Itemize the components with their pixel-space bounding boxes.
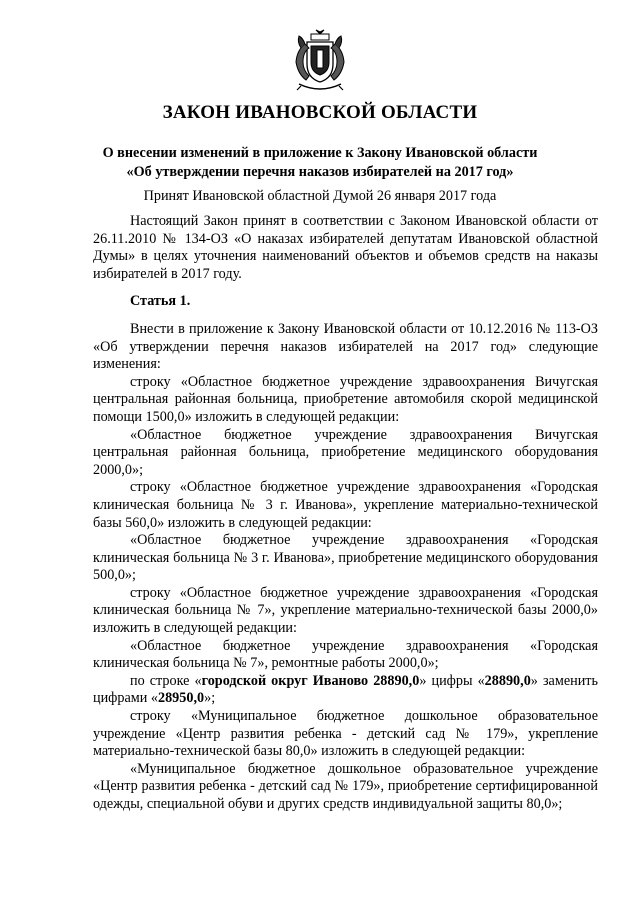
p7-part-c: » цифры « bbox=[419, 672, 485, 689]
amendment-paragraph-4: «Областное бюджетное учреждение здравоохранения «Городская клиническая больница № 3 г. Иванова», приобретение медицинского оборудования 500,0»; bbox=[93, 532, 598, 584]
amendment-paragraph-2: «Областное бюджетное учреждение здравоохранения Вичугская центральная районная больница, приобретение медицинского оборудования 2000,0»; bbox=[93, 426, 598, 478]
p7-bold-line: городской округ Иваново 28890,0 bbox=[201, 672, 420, 689]
p7-new-figure: 28950,0 bbox=[157, 690, 205, 707]
amendment-paragraph-8: строку «Муниципальное бюджетное дошкольное образовательное учреждение «Центр развития ребенка - детский сад № 179», укрепление материально-технической базы 80,0» изложить в следующей редакции: bbox=[93, 708, 598, 760]
article-intro-paragraph: Внести в приложение к Закону Ивановской области от 10.12.2016 № 113-ОЗ «Об утверждении перечня наказов избирателей на 2017 год» следующие изменения: bbox=[93, 320, 598, 373]
p7-part-e: » заменить цифрами « bbox=[93, 672, 598, 707]
ivanovo-coat-of-arms-icon bbox=[291, 28, 349, 94]
law-subtitle bbox=[0, 144, 640, 182]
amendment-paragraph-7 bbox=[93, 673, 598, 708]
subtitle-line-2: «Об утверждении перечня наказов избирателей на 2017 год» bbox=[126, 164, 514, 180]
amendment-paragraph-3: строку «Областное бюджетное учреждение здравоохранения «Городская клиническая больница № 3 г. Иванова», укрепление материально-технической базы 560,0» изложить в следующей редакции: bbox=[93, 479, 598, 531]
law-body bbox=[93, 210, 598, 814]
p7-part-a: по строке « bbox=[130, 672, 202, 689]
law-title: ЗАКОН ИВАНОВСКОЙ ОБЛАСТИ bbox=[162, 102, 478, 123]
subtitle-line-1: О внесении изменений в приложение к Закону Ивановской области bbox=[102, 145, 538, 161]
amendment-paragraph-5: строку «Областное бюджетное учреждение здравоохранения «Городская клиническая больница № 7», укрепление материально-технической базы 2000,0» изложить в следующей редакции: bbox=[93, 584, 598, 637]
p7-old-figure: 28890,0 bbox=[484, 672, 531, 689]
amendment-paragraph-6: «Областное бюджетное учреждение здравоохранения «Городская клиническая больница № 7», ремонтные работы 2000,0»; bbox=[93, 637, 598, 672]
intro-paragraph: Настоящий Закон принят в соответствии с Законом Ивановской области от 26.11.2010 № 134-ОЗ «О наказах избирателей депутатам Ивановской областной Думы» в целях уточнения наименований объектов и объемов средств на наказы избирателей в 2017 году. bbox=[93, 213, 598, 282]
p7-part-g: »; bbox=[204, 690, 216, 707]
article-heading: Статья 1. bbox=[130, 293, 191, 310]
adoption-date: Принят Ивановской областной Думой 26 января 2017 года bbox=[143, 188, 497, 204]
amendment-paragraph-9: «Муниципальное бюджетное дошкольное образовательное учреждение «Центр развития ребенка - детский сад № 179», приобретение сертифицированной одежды, специальной обуви и других средств индивидуальной защиты 80,0»; bbox=[93, 760, 598, 812]
amendment-paragraph-1: строку «Областное бюджетное учреждение здравоохранения Вичугская центральная районная больница, приобретение автомобиля скорой медицинской помощи 1500,0» изложить в следующей редакции: bbox=[93, 373, 598, 425]
